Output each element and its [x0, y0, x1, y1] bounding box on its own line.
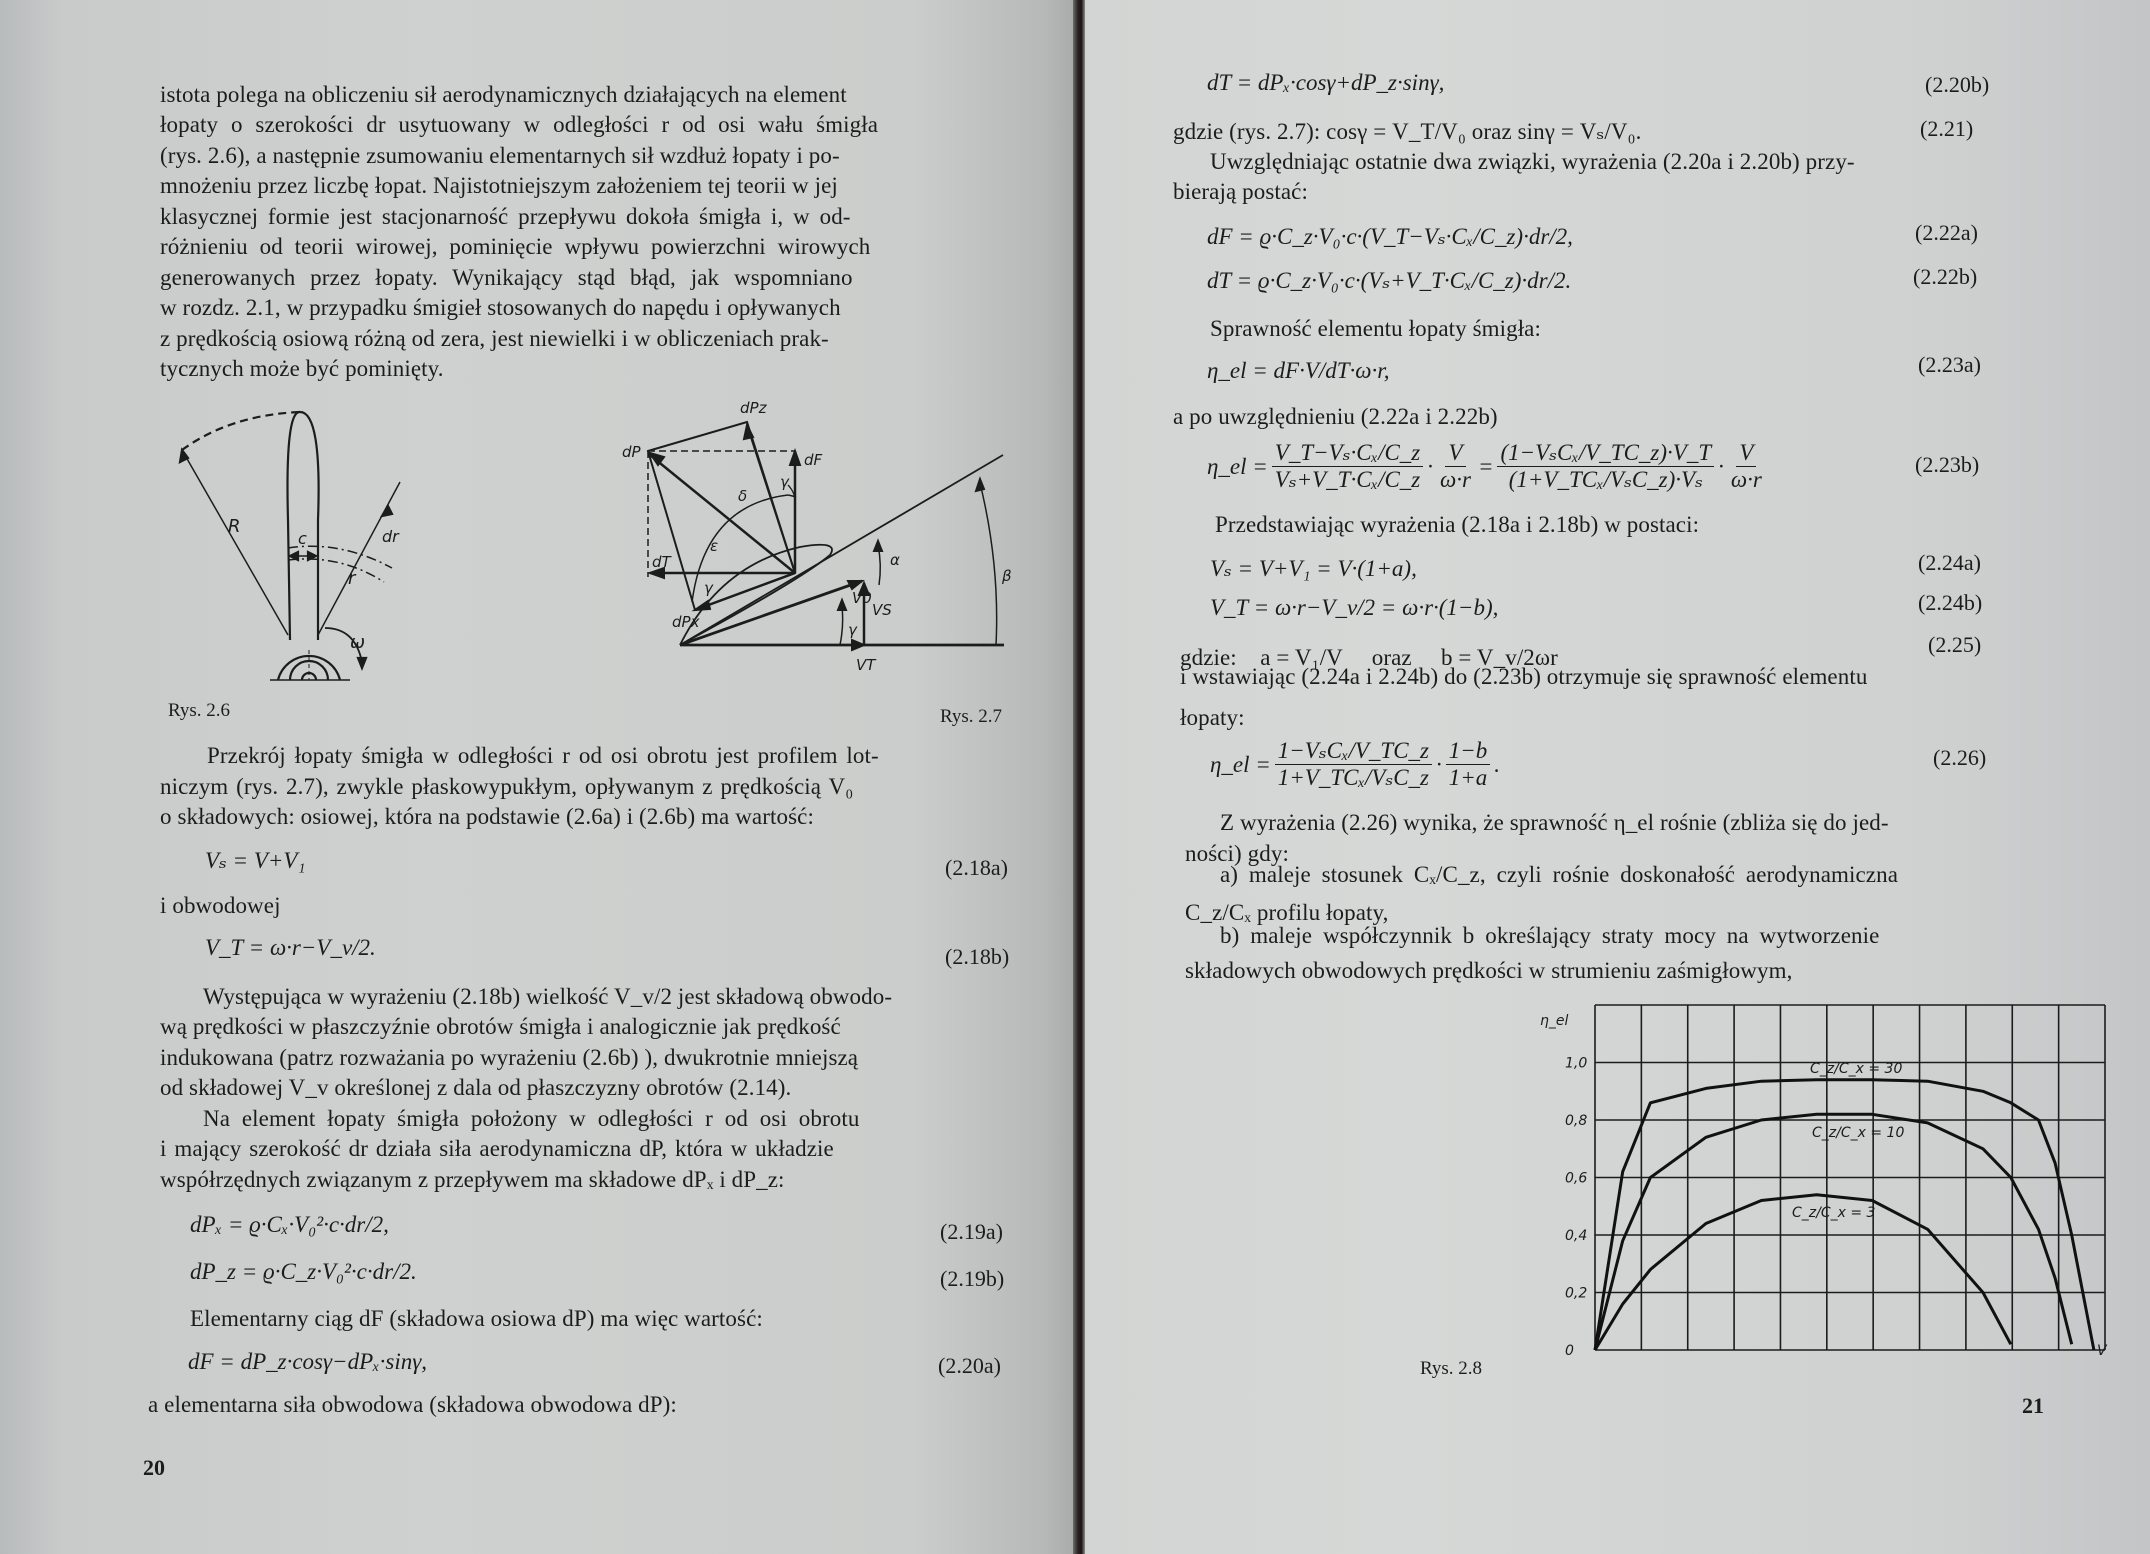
text-line: i mający szerokość dr działa siła aerodynamiczna dP, która w układzie [160, 1136, 834, 1161]
text-line: Występująca w wyrażeniu (2.18b) wielkość V_v/2 jest składową obwodo- [203, 984, 893, 1009]
y-tick-label: 0,6 [1565, 1170, 1588, 1187]
text-line: (rys. 2.6), a następnie zsumowaniu elementarnych sił wzdłuż łopaty i po- [160, 143, 840, 168]
text-line: i wstawiając (2.24a i 2.24b) do (2.23b) otrzymuje się sprawność elementu [1180, 664, 1868, 689]
equation-2-25: gdzie: a = V₁/V oraz b = V_v/2ωr [1180, 645, 1558, 670]
label-gamma-top: γ [780, 473, 789, 491]
equation-number: (2.25) [1928, 632, 1982, 657]
equation-number: (2.21) [1920, 116, 1974, 141]
y-tick-label: 1,0 [1565, 1055, 1588, 1072]
label-omega: ω [350, 632, 366, 653]
equation-2-19b: dP_z = ϱ·C_z·V₀²·c·dr/2. [190, 1259, 417, 1284]
legend-cz-cx-3: C_z/C_x = 3 [1792, 1205, 1876, 1221]
equation-number: (2.22a) [1915, 220, 1978, 245]
text-line: ności) gdy: [1185, 841, 1289, 866]
text-line: Przekrój łopaty śmigła w odległości r od osi obrotu jest profilem lot- [207, 743, 879, 768]
equation-number: (2.20a) [938, 1353, 1001, 1378]
numerator: 1−b [1446, 738, 1491, 765]
equation-2-24b: V_T = ω·r−V_v/2 = ω·r·(1−b), [1210, 595, 1499, 620]
denominator: (1+V_TCₓ/VₛC_z)·Vₛ [1508, 467, 1703, 492]
fraction [1497, 440, 1714, 493]
text-line: generowanych przez łopaty. Wynikający stąd błąd, jak wspomniano [160, 265, 853, 290]
text-line: Sprawność elementu łopaty śmigła: [1210, 316, 1541, 341]
denominator: 1+V_TCₓ/VₛC_z [1277, 765, 1429, 790]
denominator: 1+a [1448, 765, 1488, 790]
numerator: V_T−Vₛ·Cₓ/C_z [1272, 440, 1423, 467]
text-line: Elementarny ciąg dF (składowa osiowa dP) ma więc wartość: [190, 1306, 763, 1331]
fraction [1446, 738, 1491, 791]
equation-2-26: η_el = $\frac{\text{1−VₛCₓ/V\_TC\_z}}{\text{1+V\_TCₓ/VₛC\_z}}$ · $\frac{1-b}{1+a}$ . [1210, 738, 1501, 790]
text-line: niczym (rys. 2.7), zwykle płaskowypukłym, opływanym z prędkością V₀ [160, 774, 854, 799]
equation-number: (2.18a) [945, 855, 1008, 880]
equation-number: (2.26) [1933, 745, 1987, 770]
text-line: łopaty o szerokości dr usytuowany w odległości r od osi wału śmigła [160, 112, 879, 137]
equation-2-23a: η_el = dF·V/dT·ω·r, [1207, 358, 1390, 383]
equation-number: (2.23b) [1915, 452, 1980, 477]
text-line: z prędkością osiową różną od zera, jest niewielki i w obliczeniach prak- [160, 326, 829, 351]
label-dF: dF [804, 451, 823, 469]
legend-cz-cx-30: C_z/C_x = 30 [1810, 1061, 1903, 1077]
equation-2-20a: dF = dP_z·cosγ−dPₓ·sinγ, [188, 1349, 428, 1374]
numerator: V [1736, 440, 1756, 467]
y-tick-label: 0,4 [1565, 1228, 1588, 1244]
equation-2-19a: dPₓ = ϱ·Cₓ·V₀²·c·dr/2, [190, 1212, 389, 1237]
label-gamma-left: γ [704, 579, 713, 597]
text-line: tycznych może być pominięty. [160, 356, 444, 381]
text-line: współrzędnych związanym z przepływem ma składowe dPₓ i dP_z: [160, 1167, 785, 1192]
page-number: 21 [2022, 1393, 2044, 1418]
text-line: b) maleje współczynnik b określający straty mocy na wytworzenie [1220, 923, 1880, 948]
label-R: R [228, 516, 241, 537]
text-line: indukowana (patrz rozważania po wyrażeniu (2.6b) ), dwukrotnie mniejszą [160, 1045, 859, 1070]
text-line: składowych obwodowych prędkości w strumieniu zaśmigłowym, [1185, 958, 1793, 983]
figure-caption: Rys. 2.6 [168, 700, 231, 721]
text-line: od składowej V_v określonej z dala od płaszczyzny obrotów (2.14). [160, 1075, 792, 1100]
label-VS: VS [872, 601, 892, 619]
label-dPz: dPz [740, 399, 767, 417]
label-dPx: dPx [672, 613, 700, 631]
text-line: i obwodowej [160, 893, 281, 918]
text-line: Przedstawiając wyrażenia (2.18a i 2.18b) w postaci: [1215, 512, 1700, 537]
equation-number: (2.19b) [940, 1266, 1005, 1291]
text-line: bierają postać: [1173, 179, 1308, 204]
right-page [1085, 0, 2150, 1554]
equation-2-21: gdzie (rys. 2.7): cosγ = V_T/V₀ oraz sinγ = Vₛ/V₀. [1173, 119, 1642, 144]
equation-2-20b: dT = dPₓ·cosγ+dP_z·sinγ, [1207, 70, 1445, 95]
label-beta: β [1002, 567, 1012, 585]
y-tick-label: 0,8 [1565, 1113, 1588, 1129]
equation-number: (2.18b) [945, 944, 1010, 969]
eq-lhs: η_el = [1210, 751, 1271, 777]
denominator: ω·r [1440, 467, 1471, 492]
y-tick-label: 0 [1565, 1343, 1574, 1359]
fraction [1728, 440, 1765, 493]
text-line: o składowych: osiowej, która na podstawie (2.6a) i (2.6b) ma wartość: [160, 804, 814, 829]
equation-number: (2.20b) [1925, 72, 1990, 97]
figure-2-7-force-diagram [620, 395, 1020, 695]
text-line: łopaty: [1180, 705, 1245, 730]
label-V0: V0 [852, 589, 872, 607]
figure-2-8-efficiency-chart [1480, 995, 2120, 1380]
equation-2-22b: dT = ϱ·C_z·V₀·c·(Vₛ+V_T·Cₓ/C_z)·dr/2. [1207, 268, 1572, 293]
text-line: Uwzględniając ostatnie dwa związki, wyrażenia (2.20a i 2.20b) przy- [1210, 149, 1855, 174]
label-delta: δ [738, 487, 748, 505]
label-dP: dP [622, 443, 641, 461]
equation-2-24a: Vₛ = V+V₁ = V·(1+a), [1210, 556, 1417, 581]
series-curve [1595, 1114, 2072, 1350]
equation-2-23b: η_el = $\frac{\text{V\_T−Vₛ·Cₓ/C\_z}}{\text{Vₛ+V\_T·Cₓ/C\_z}}$ · $\frac{V}{\omega\cdot r}$ = $\frac{\text{(1−VₛCₓ/V\_TC\_z)·V\_T}}{\text{(1+V\_TCₓ/VₛC\_z)·Vₛ}}$ · $\frac{V}{\omega\cdot r}$ [1207, 440, 1769, 493]
text-line: Na element łopaty śmigła położony w odległości r od osi obrotu [203, 1106, 860, 1131]
equation-number: (2.22b) [1913, 264, 1978, 289]
label-alpha: α [890, 551, 900, 569]
y-axis-label: η_el [1540, 1013, 1569, 1029]
figure-2-6-propeller-blade [160, 400, 420, 690]
text-line: różnieniu od teorii wirowej, pominięcie wpływu powierzchni wirowych [160, 234, 871, 259]
text-line: istota polega na obliczeniu sił aerodynamicznych działających na element [160, 82, 847, 107]
equation-number: (2.23a) [1918, 352, 1981, 377]
y-tick-label: 0,2 [1565, 1285, 1588, 1302]
denominator: ω·r [1730, 467, 1762, 492]
label-dT: dT [652, 553, 671, 571]
eq-lhs: η_el = [1207, 453, 1268, 479]
text-line: w rozdz. 2.1, w przypadku śmigieł stosowanych do napędu i opływanych [160, 295, 841, 320]
text-line: a po uwzględnieniu (2.22a i 2.22b) [1173, 404, 1498, 429]
equation-number: (2.19a) [940, 1219, 1003, 1244]
figure-caption: Rys. 2.7 [940, 706, 1003, 727]
text-line: a) maleje stosunek Cₓ/C_z, czyli rośnie doskonałość aerodynamiczna [1220, 862, 1899, 887]
fraction [1437, 440, 1474, 493]
label-c: c [298, 529, 307, 548]
fraction [1275, 738, 1432, 791]
numerator: (1−VₛCₓ/V_TC_z)·V_T [1497, 440, 1714, 467]
x-axis-label: V [2097, 1343, 2107, 1359]
numerator: V [1445, 440, 1465, 467]
equation-2-18b: V_T = ω·r−V_v/2. [205, 935, 376, 960]
legend-cz-cx-10: C_z/C_x = 10 [1812, 1125, 1905, 1141]
text-line: mnożeniu przez liczbę łopat. Najistotniejszym założeniem tej teorii w jej [160, 173, 838, 198]
text-line: klasycznej formie jest stacjonarność przepływu dokoła śmigła i, w od- [160, 204, 851, 229]
fraction [1272, 440, 1423, 493]
numerator: 1−VₛCₓ/V_TC_z [1275, 738, 1432, 765]
text-line: C_z/Cₓ profilu łopaty, [1185, 900, 1389, 925]
label-r: r [348, 568, 356, 589]
denominator: Vₛ+V_T·Cₓ/C_z [1274, 467, 1421, 492]
label-gamma-bottom: γ [848, 621, 857, 639]
text-line: a elementarna siła obwodowa (składowa obwodowa dP): [148, 1392, 677, 1417]
equation-number: (2.24a) [1918, 550, 1981, 575]
book-gutter [1073, 0, 1085, 1554]
label-epsilon: ε [710, 537, 719, 555]
text-line: wą prędkości w płaszczyźnie obrotów śmigła i analogicznie jak prędkość [160, 1014, 841, 1039]
equation-2-18a: Vₛ = V+V₁ [205, 848, 306, 873]
label-dr: dr [382, 527, 399, 546]
text-line: Z wyrażenia (2.26) wynika, że sprawność η_el rośnie (zbliża się do jed- [1220, 810, 1889, 835]
label-VT: VT [856, 656, 876, 674]
figure-caption: Rys. 2.8 [1420, 1358, 1483, 1379]
page-number: 20 [143, 1455, 165, 1480]
equation-2-22a: dF = ϱ·C_z·V₀·c·(V_T−Vₛ·Cₓ/C_z)·dr/2, [1207, 224, 1573, 249]
equation-number: (2.24b) [1918, 590, 1983, 615]
